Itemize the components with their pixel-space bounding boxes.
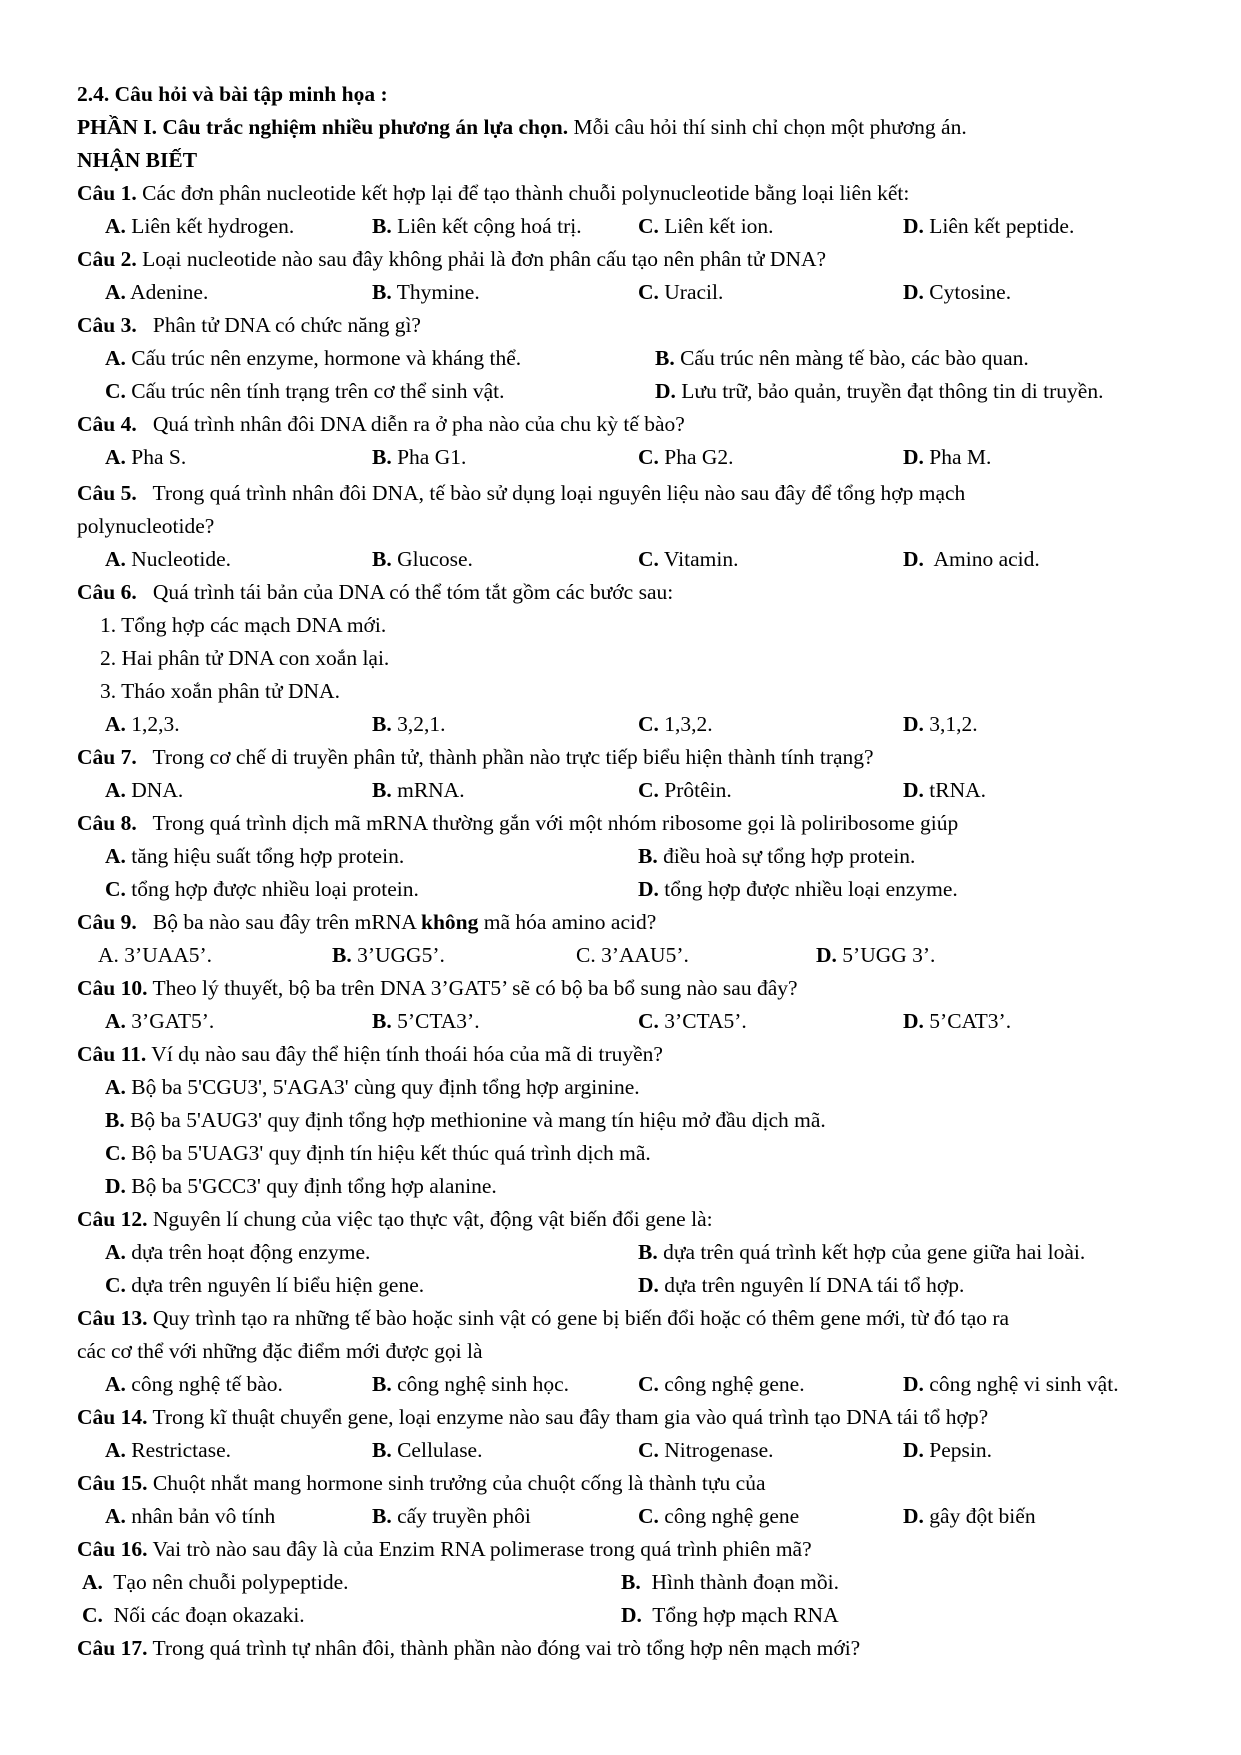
question-number: Câu 11. [77,1042,147,1066]
question-number: Câu 2. [77,247,137,271]
option-a: A. Pha S. [105,445,187,469]
question-text: Nguyên lí chung của việc tạo thực vật, động vật biến đổi gene là: [147,1207,713,1231]
question-number: Câu 17. [77,1636,148,1660]
option-a: A. Liên kết hydrogen. [105,214,295,238]
option-c: C. Bộ ba 5'UAG3' quy định tín hiệu kết thúc quá trình dịch mã. [105,1141,651,1165]
option-b: B. cấy truyền phôi [372,1504,531,1528]
option-b: B. mRNA. [372,778,465,802]
part-note: Mỗi câu hỏi thí sinh chỉ chọn một phương án. [568,115,967,139]
question-number: Câu 6. [77,580,137,604]
option-c: C. Vitamin. [638,547,739,571]
option-a: A. Restrictase. [105,1438,231,1462]
option-b: B. Pha G1. [372,445,467,469]
option-a: A. Bộ ba 5'CGU3', 5'AGA3' cùng quy định tổng hợp arginine. [105,1075,640,1099]
option-b: B. Cấu trúc nên màng tế bào, các bào quan. [655,346,1029,370]
option-d: D. gây đột biến [903,1504,1036,1528]
question-17 [77,1636,860,1660]
question-number: Câu 1. [77,181,137,205]
option-b: B. Liên kết cộng hoá trị. [372,214,582,238]
option-d: D. tổng hợp được nhiều loại enzyme. [638,877,958,901]
option-c: C. 3’AAU5’. [576,943,689,967]
section-heading: 2.4. Câu hỏi và bài tập minh họa : [77,82,388,106]
option-d: D. dựa trên nguyên lí DNA tái tổ hợp. [638,1273,965,1297]
option-a: A. Adenine. [105,280,209,304]
question-number: Câu 9. [77,910,137,934]
option-c: C. Nitrogenase. [638,1438,774,1462]
question-text: Trong cơ chế di truyền phân tử, thành phần nào trực tiếp biểu hiện thành tính trạng? [136,745,874,769]
question-text: Bộ ba nào sau đây trên mRNA [136,910,421,934]
option-c: C. Liên kết ion. [638,214,774,238]
option-d: D. 5’UGG 3’. [816,943,936,967]
option-b: B. Hình thành đoạn mồi. [621,1570,839,1594]
option-c: C. Nối các đoạn okazaki. [82,1603,305,1627]
option-d: D. Amino acid. [903,547,1040,571]
option-c: C. Uracil. [638,280,724,304]
question-text: Loại nucleotide nào sau đây không phải là đơn phân cấu tạo nên phân tử DNA? [136,247,827,271]
question-number: Câu 10. [77,976,148,1000]
question-text: Các đơn phân nucleotide kết hợp lại để tạo thành chuỗi polynucleotide bằng loại liên kết: [136,181,910,205]
question-7 [77,745,874,769]
option-b: B. Glucose. [372,547,473,571]
option-a: A. tăng hiệu suất tổng hợp protein. [105,844,405,868]
question-5-cont: polynucleotide? [77,514,215,538]
option-d: D. Lưu trữ, bảo quản, truyền đạt thông tin di truyền. [655,379,1104,403]
question-text: Chuột nhắt mang hormone sinh trưởng của chuột cống là thành tựu của [147,1471,766,1495]
option-c: C. Cấu trúc nên tính trạng trên cơ thể sinh vật. [105,379,505,403]
question-5 [77,481,965,505]
question-text: Theo lý thuyết, bộ ba trên DNA 3’GAT5’ sẽ có bộ ba bổ sung nào sau đây? [147,976,798,1000]
option-a: A. công nghệ tế bào. [105,1372,283,1396]
question-10 [77,976,798,1000]
option-c: C. Prôtêin. [638,778,732,802]
question-text: Trong quá trình tự nhân đôi, thành phần nào đóng vai trò tổng hợp nên mạch mới? [147,1636,861,1660]
option-b: B. 5’CTA3’. [372,1009,480,1033]
question-14 [77,1405,988,1429]
question-6 [77,580,673,604]
level-heading: NHẬN BIẾT [77,148,198,172]
option-d: D. Bộ ba 5'GCC3' quy định tổng hợp alanine. [105,1174,497,1198]
option-b: B. Cellulase. [372,1438,483,1462]
question-16 [77,1537,812,1561]
option-c: C. 1,3,2. [638,712,713,736]
option-b: B. điều hoà sự tổng hợp protein. [638,844,916,868]
question-1 [77,181,909,205]
option-a: A. DNA. [105,778,184,802]
question-number: Câu 14. [77,1405,148,1429]
step-1: 1. Tổng hợp các mạch DNA mới. [100,613,387,637]
option-d: D. công nghệ vi sinh vật. [903,1372,1119,1396]
question-11 [77,1042,663,1066]
option-d: D. Liên kết peptide. [903,214,1075,238]
question-13-cont: các cơ thể với những đặc điểm mới được gọi là [77,1339,483,1363]
option-b: B. Thymine. [372,280,480,304]
option-a: A. 3’GAT5’. [105,1009,215,1033]
option-a: A. Cấu trúc nên enzyme, hormone và kháng thể. [105,346,522,370]
option-d: D. Cytosine. [903,280,1012,304]
question-9: Câu 9. Bộ ba nào sau đây trên mRNA không mã hóa amino acid? [77,910,657,934]
option-b: B. 3’UGG5’. [332,943,445,967]
question-emphasis: không [420,910,479,934]
question-number: Câu 13. [77,1306,148,1330]
question-4 [77,412,685,436]
option-d: D. 5’CAT3’. [903,1009,1012,1033]
question-2 [77,247,826,271]
option-d: D. Tổng hợp mạch RNA [621,1603,839,1627]
question-number: Câu 3. [77,313,137,337]
question-number: Câu 4. [77,412,137,436]
question-number: Câu 15. [77,1471,148,1495]
option-c: C. công nghệ gene [638,1504,800,1528]
question-15 [77,1471,766,1495]
option-d: D. Pepsin. [903,1438,992,1462]
question-number: Câu 8. [77,811,137,835]
option-a: A. dựa trên hoạt động enzyme. [105,1240,371,1264]
question-number: Câu 16. [77,1537,148,1561]
question-text: Quá trình tái bản của DNA có thể tóm tắt gồm các bước sau: [136,580,674,604]
option-c: C. tổng hợp được nhiều loại protein. [105,877,419,901]
question-number: Câu 12. [77,1207,148,1231]
step-2: 2. Hai phân tử DNA con xoắn lại. [100,646,390,670]
question-text: Quy trình tạo ra những tế bào hoặc sinh vật có gene bị biến đổi hoặc có thêm gene mới, từ đó tạo ra [147,1306,1010,1330]
question-text: Ví dụ nào sau đây thể hiện tính thoái hóa của mã di truyền? [146,1042,663,1066]
option-c: C. Pha G2. [638,445,734,469]
question-number: Câu 5. [77,481,137,505]
option-c: C. 3’CTA5’. [638,1009,747,1033]
option-a: A. 1,2,3. [105,712,180,736]
question-text: Trong kĩ thuật chuyển gene, loại enzyme nào sau đây tham gia vào quá trình tạo DNA tái tổ hợp? [147,1405,989,1429]
part-heading [77,115,967,139]
option-b: B. công nghệ sinh học. [372,1372,570,1396]
option-d: D. Pha M. [903,445,992,469]
question-number: Câu 7. [77,745,137,769]
question-8 [77,811,958,835]
part-title: PHẦN I. Câu trắc nghiệm nhiều phương án lựa chọn. [77,115,569,139]
question-text: Trong quá trình nhân đôi DNA, tế bào sử dụng loại nguyên liệu nào sau đây để tổng hợp mạch [136,481,966,505]
option-b: B. Bộ ba 5'AUG3' quy định tổng hợp methionine và mang tín hiệu mở đầu dịch mã. [105,1108,826,1132]
option-c: C. dựa trên nguyên lí biểu hiện gene. [105,1273,425,1297]
question-text: Phân tử DNA có chức năng gì? [136,313,421,337]
option-d: D. 3,1,2. [903,712,978,736]
question-text: Vai trò nào sau đây là của Enzim RNA polimerase trong quá trình phiên mã? [147,1537,812,1561]
option-c: C. công nghệ gene. [638,1372,805,1396]
option-a: A. Tạo nên chuỗi polypeptide. [82,1570,349,1594]
question-13 [77,1306,1009,1330]
option-a: A. 3’UAA5’. [98,943,213,967]
option-a: A. Nucleotide. [105,547,231,571]
question-text: Trong quá trình dịch mã mRNA thường gắn với một nhóm ribosome gọi là poliribosome giúp [136,811,959,835]
step-3: 3. Tháo xoắn phân tử DNA. [100,679,340,703]
question-text: Quá trình nhân đôi DNA diễn ra ở pha nào của chu kỳ tế bào? [136,412,685,436]
option-d: D. tRNA. [903,778,987,802]
option-a: A. nhân bản vô tính [105,1504,276,1528]
option-b: B. dựa trên quá trình kết hợp của gene giữa hai loài. [638,1240,1086,1264]
question-3 [77,313,421,337]
option-b: B. 3,2,1. [372,712,446,736]
question-12 [77,1207,713,1231]
